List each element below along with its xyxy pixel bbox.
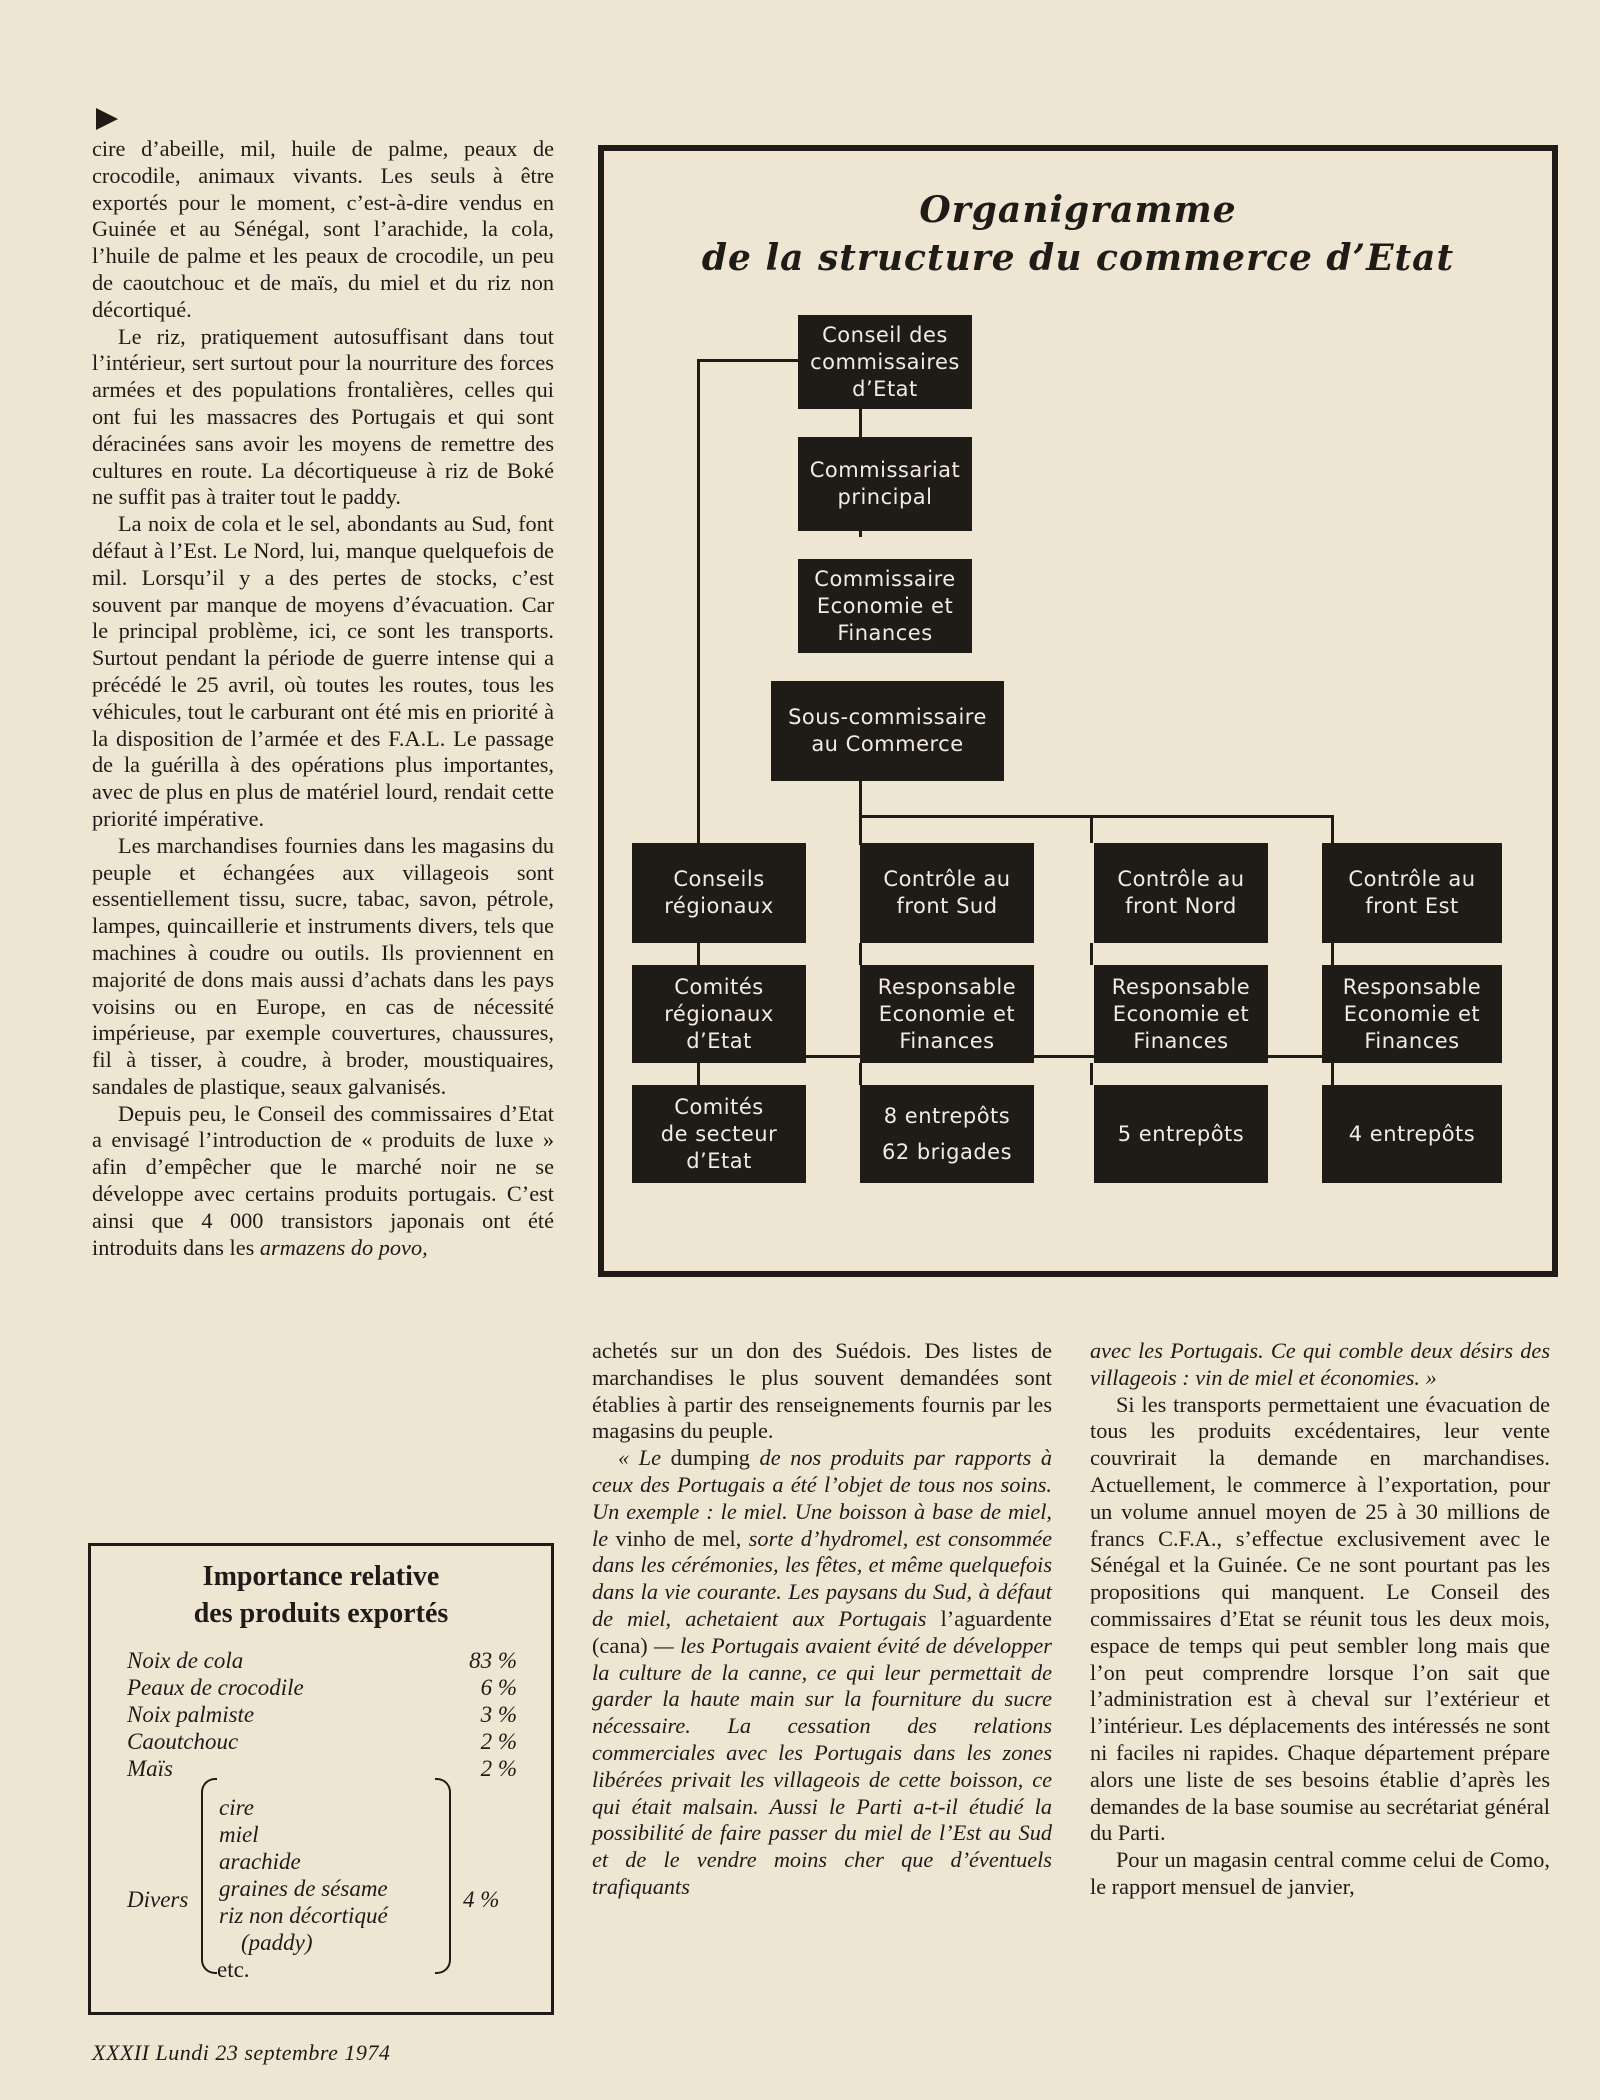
product-share: 3 % — [480, 1702, 517, 1727]
org-chart — [598, 145, 1558, 1277]
product-label: Noix palmiste — [127, 1702, 255, 1727]
product-label: Noix de cola — [127, 1648, 244, 1673]
paragraph: achetés sur un don des Suédois. Des listes de marchandises le plus souvent demandées sont établies à partir des renseignements fournis par les magasins du peuple. — [592, 1338, 1052, 1444]
connector-line — [859, 943, 862, 965]
connector-line — [697, 1063, 700, 1085]
quote-text: — les Portugais avaient évité de développer la culture de la canne, ce qui leur permettait de garder la haute main sur la fourniture du sucre nécessaire. La cessation des relations commerciales avec les Portugais dans les zones libérées privait les villageois de cette boisson, ce qui était malsain. Aussi le Parti a-t-il étudié la possibilité de faire passer du miel de l’Est au Sud et de le vendre moins cher que d’éventuels trafiquants — [592, 1632, 1052, 1899]
divers-item: (paddy) — [241, 1930, 313, 1955]
box-sous-commissaire: Sous-commissaire au Commerce — [771, 681, 1004, 781]
right-brace — [435, 1778, 451, 1974]
box-commissaire-economie: Commissaire Economie et Finances — [798, 559, 972, 653]
connector-line — [859, 815, 862, 845]
page-footer: XXXII Lundi 23 septembre 1974 — [92, 2040, 391, 2065]
box-responsable-sud: Responsable Economie et Finances — [860, 965, 1034, 1063]
box-responsable-est: Responsable Economie et Finances — [1322, 965, 1502, 1063]
box-controle-sud: Contrôle au front Sud — [860, 843, 1034, 943]
product-share: 2 % — [480, 1756, 517, 1781]
divers-item: arachide — [219, 1849, 301, 1874]
box-controle-nord: Contrôle au front Nord — [1094, 843, 1268, 943]
box-conseil-commissaires: Conseil des commissaires d’Etat — [798, 315, 972, 409]
left-brace — [201, 1778, 217, 1974]
paragraph: La noix de cola et le sel, abondants au Sud, font défaut à l’Est. Le Nord, lui, manque quelquefois de mil. Lorsqu’il y a des pertes de stocks, c’est souvent par manque de moyens d’évacuation. Car le principal problème, ici, ce sont les transports. Surtout pendant la période de guerre intense qui a précédé le 25 avril, où toutes les routes, tous les véhicules, tout le carburant ont été mis en priorité à la disposition de l’armée et des F.A.L. Le passage de la guérilla à des opérations plus importantes, avec de plus en plus de matériel lourd, rendait cette priorité impérative. — [92, 511, 554, 831]
divers-share: 4 % — [463, 1887, 500, 1912]
connector-line — [697, 359, 700, 845]
box-comites-secteur: Comités de secteur d’Etat — [632, 1085, 806, 1183]
paragraph: Les marchandises fournies dans les magasins du peuple et échangées aux villageois sont essentiellement tissu, sucre, tabac, savon, pétrole, lampes, quincaillerie et instruments divers, tels que machines à coudre ou outils. Ils proviennent en majorité de dons mais aussi d’achats dans les pays voisins ou en Europe, en cas de nécessité impérieuse, par exemple couvertures, chaussures, fil à tisser, à coudre, à broder, moustiquaires, sandales de plastique, seaux galvanisés. — [92, 832, 554, 1099]
divers-label: Divers — [127, 1887, 189, 1912]
box-conseils-regionaux: Conseils régionaux — [632, 843, 806, 943]
table-subtitle: des produits exportés — [193, 1598, 449, 1629]
connector-line — [1090, 943, 1093, 965]
connector-line — [859, 815, 1334, 818]
term-aguardente: l’aguardente (cana) — [592, 1605, 1052, 1658]
quote-text: le — [592, 1525, 609, 1551]
product-share: 6 % — [480, 1675, 517, 1700]
paragraph: Le riz, pratiquement autosuffisant dans tout l’intérieur, sert surtout pour la nourriture des forces armées et des populations frontalières, celles qui ont fui les massacres des Portugais et qui sont déracinées sans avoir les moyens de remettre des cultures en route. La décortiqueuse à riz de Boké ne suffit pas à traiter tout le paddy. — [92, 323, 554, 510]
connector-line — [1331, 815, 1334, 845]
box-entrepots-est: 4 entrepôts — [1322, 1085, 1502, 1183]
table-row — [127, 1675, 517, 1701]
connector-line — [859, 781, 862, 818]
export-products-table — [88, 1543, 554, 2015]
box-commissariat-principal: Commissariat principal — [798, 437, 972, 531]
box-comites-regionaux: Comités régionaux d’Etat — [632, 965, 806, 1063]
divers-item: etc. — [217, 1957, 250, 1982]
quote-open: « Le — [618, 1445, 662, 1471]
org-chart-subtitle: de la structure du commerce d’Etat — [701, 237, 1455, 279]
paragraph: avec les Portugais. Ce qui comble deux désirs des villageois : vin de miel et économies. » — [1090, 1338, 1550, 1390]
divers-item: cire — [219, 1795, 254, 1820]
divers-item: miel — [219, 1822, 259, 1847]
quote-text: de nos produits par rapports à ceux des Portugais a été l’objet de tous nos soins. Un exemple : le miel. Une boisson à base de miel, — [592, 1445, 1053, 1524]
divers-item: riz non décortiqué — [219, 1903, 388, 1928]
article-column-1 — [92, 136, 554, 1261]
paragraph: Pour un magasin central comme celui de Como, le rapport mensuel de janvier, — [1090, 1847, 1550, 1899]
term-dumping: dumping — [670, 1445, 750, 1471]
article-column-3 — [1090, 1338, 1550, 1901]
connector-line — [1090, 1063, 1093, 1085]
connector-line — [1331, 1063, 1334, 1085]
quote-text: sorte d’hydromel, est consommée dans les cérémonies, les fêtes, et même quelquefois dans la vie courante. Les paysans du Sud, à défaut de miel, achetaient aux Portugais — [592, 1525, 1053, 1631]
connector-line — [697, 359, 800, 362]
box-entrepots-nord: 5 entrepôts — [1094, 1085, 1268, 1183]
paragraph — [92, 1101, 554, 1262]
article-column-2 — [592, 1338, 1052, 1901]
italic-term: armazens do povo, — [259, 1234, 428, 1260]
box-entrepots-sud: 8 entrepôts 62 brigades — [860, 1085, 1034, 1183]
product-share: 2 % — [480, 1729, 517, 1754]
divers-item: graines de sésame — [219, 1876, 388, 1901]
table-row — [127, 1729, 517, 1755]
table-row — [127, 1756, 517, 1782]
table-row — [127, 1702, 517, 1728]
paragraph — [592, 1445, 1052, 1901]
connector-line — [697, 943, 700, 965]
table-title: Importance relative — [202, 1561, 440, 1592]
term-vinho: vinho de mel, — [615, 1525, 742, 1551]
product-label: Maïs — [127, 1756, 173, 1781]
org-chart-title: Organigramme — [919, 189, 1237, 231]
connector-line — [1331, 943, 1334, 965]
product-share: 83 % — [469, 1648, 517, 1673]
paragraph-text: Depuis peu, le Conseil des commissaires d’Etat a envisagé l’introduction de « produits de luxe » afin d’empêcher que le marché noir ne se développe avec certains produits portugais. C’est ainsi que 4 000 transistors japonais ont été introduits dans les — [92, 1100, 554, 1260]
continuation-arrow-icon — [96, 108, 118, 130]
connector-line — [859, 1063, 862, 1085]
box-controle-est: Contrôle au front Est — [1322, 843, 1502, 943]
paragraph: cire d’abeille, mil, huile de palme, peaux de crocodile, animaux vivants. Les seuls à être exportés pour le moment, c’est-à-dire vendus en Guinée et au Sénégal, sont l’arachide, la cola, l’huile de palme et les peaux de crocodile, un peu de caoutchouc et de maïs, du miel et du riz non décortiqué. — [92, 136, 554, 322]
connector-line — [1090, 815, 1093, 843]
table-row — [127, 1648, 517, 1674]
box-responsable-nord: Responsable Economie et Finances — [1094, 965, 1268, 1063]
product-label: Caoutchouc — [127, 1729, 239, 1754]
product-label: Peaux de crocodile — [127, 1675, 304, 1700]
paragraph: Si les transports permettaient une évacuation de tous les produits excédentaires, leur vente couvrirait la demande en marchandises. Actuellement, le commerce à l’exportation, pour un volume annuel moyen de 25 à 30 millions de francs C.F.A., s’effectue exclusivement avec le Sénégal et la Guinée. Ce ne sont pourtant pas les propositions qui manquent. Le Conseil des commissaires d’Etat se réunit tous les deux mois, espace de temps qui peut sembler long mais que l’on peut comprendre lorsque l’on sait que l’administration est à cheval sur l’extérieur et l’intérieur. Les déplacements des intéressés ne sont ni faciles ni rapides. Chaque département prépare alors une liste de ses besoins établie d’après les demandes de la base soumise au secrétariat général du Parti. — [1090, 1391, 1550, 1846]
